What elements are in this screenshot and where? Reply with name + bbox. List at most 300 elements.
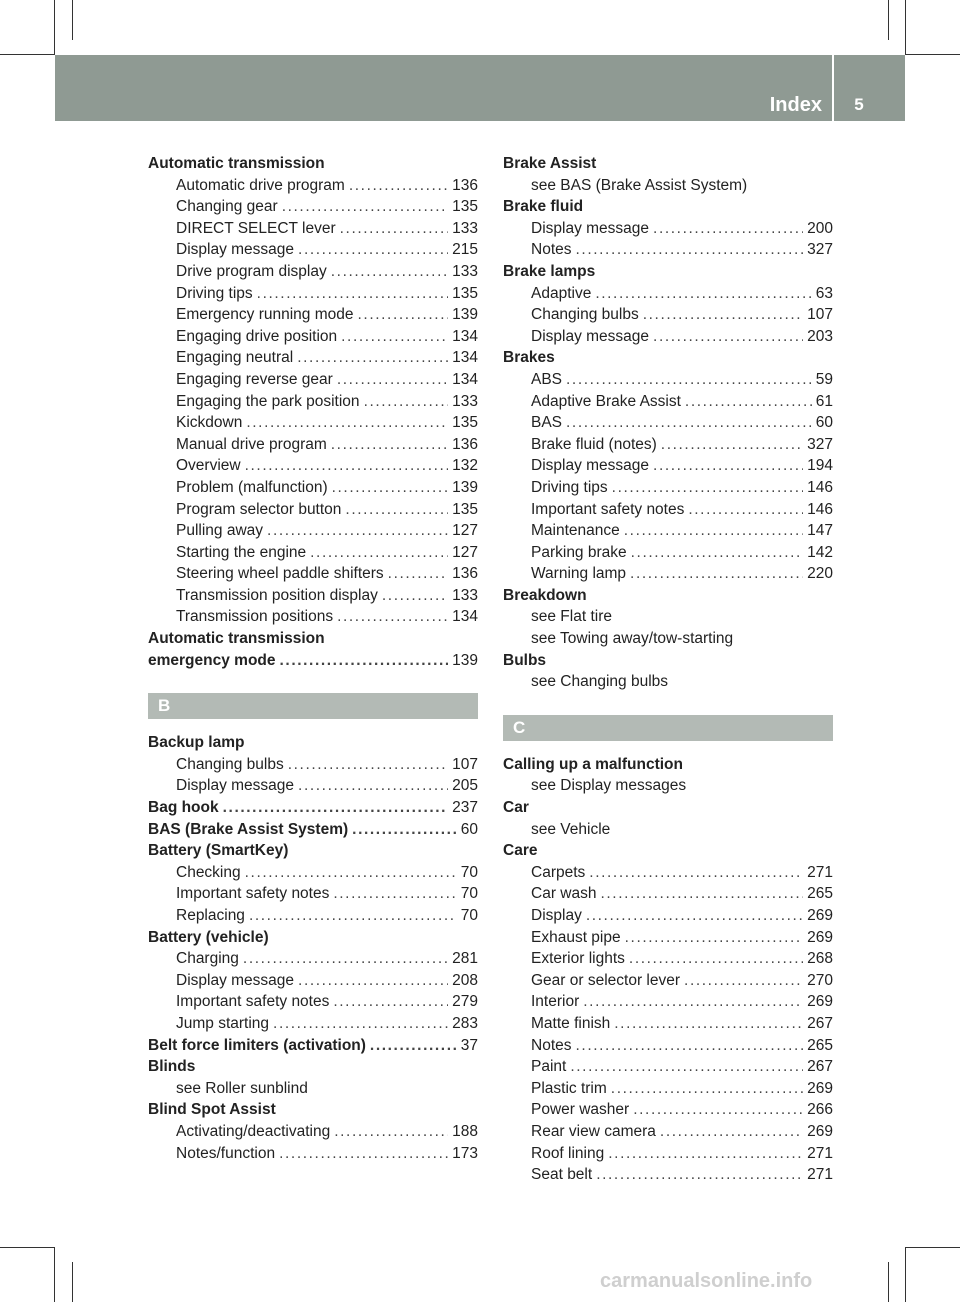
page-reference[interactable]: 142 [807, 543, 833, 561]
crop-mark [905, 1247, 906, 1302]
entry-text: Matte finish [531, 1014, 611, 1032]
entry-text: Plastic trim [531, 1079, 607, 1097]
page-reference[interactable]: 220 [807, 565, 833, 583]
leader-dots [566, 369, 812, 391]
index-subentry[interactable] [148, 477, 478, 499]
entry-text: Manual drive program [176, 435, 327, 453]
page-reference[interactable]: 266 [807, 1101, 833, 1119]
leader-dots [685, 391, 812, 413]
page-reference[interactable]: 146 [807, 500, 833, 518]
index-subentry[interactable] [148, 905, 478, 927]
entry-text: Notes [531, 1036, 572, 1054]
index-subentry[interactable] [148, 970, 478, 992]
page-reference[interactable]: 136 [452, 435, 478, 453]
entry-text: Program selector button [176, 500, 342, 518]
index-subentry[interactable] [503, 991, 833, 1013]
page-reference[interactable]: 70 [460, 885, 478, 903]
entry-text: Engaging the park position [176, 392, 360, 410]
index-subentry [503, 628, 833, 650]
entry-text: Bag hook [148, 799, 219, 817]
index-subentry [503, 671, 833, 693]
page-reference[interactable]: 70 [460, 907, 478, 924]
page-title: Index [769, 94, 822, 116]
leader-dots [345, 499, 448, 521]
entry-text: Engaging drive position [176, 327, 338, 345]
entry-text: Charging [176, 950, 239, 968]
leader-dots [298, 970, 448, 992]
leader-dots [612, 477, 803, 499]
entry-text: Overview [176, 457, 241, 475]
entry-text: Display [531, 907, 582, 924]
page-reference[interactable]: 136 [452, 565, 478, 583]
entry-text: Problem (malfunction) [176, 478, 328, 496]
index-subentry[interactable] [503, 218, 833, 240]
index-heading [148, 628, 478, 650]
entry-text: Bulbs [503, 651, 547, 669]
entry-text: Pulling away [176, 522, 264, 540]
leader-dots [340, 218, 448, 240]
page-reference[interactable]: 70 [460, 863, 478, 881]
index-subentry[interactable] [148, 455, 478, 477]
leader-dots [364, 391, 449, 413]
crop-mark [54, 1247, 55, 1302]
entry-text: Replacing [176, 907, 245, 924]
index-heading[interactable] [148, 1035, 478, 1057]
leader-dots [288, 754, 448, 776]
index-subentry[interactable] [503, 369, 833, 391]
index-subentry[interactable] [503, 412, 833, 434]
entry-text: Brake fluid [503, 198, 584, 216]
page-reference[interactable]: 283 [452, 1014, 478, 1032]
index-subentry[interactable] [503, 927, 833, 949]
page-reference[interactable]: 63 [815, 284, 833, 302]
index-subentry[interactable] [503, 1143, 833, 1165]
index-subentry[interactable] [503, 326, 833, 348]
page-reference[interactable]: 107 [807, 306, 833, 324]
index-subentry[interactable] [148, 520, 478, 542]
index-subentry[interactable] [148, 1143, 478, 1165]
entry-text: Brake fluid (notes) [531, 435, 657, 453]
page-reference[interactable]: 134 [452, 349, 478, 367]
watermark: carmanualsonline.info [600, 1270, 813, 1292]
index-subentry[interactable] [503, 1013, 833, 1035]
index-subentry[interactable] [503, 862, 833, 884]
page-reference[interactable]: 267 [807, 1014, 833, 1032]
index-subentry[interactable] [148, 862, 478, 884]
entry-text: Emergency running mode [176, 306, 354, 324]
entry-text: see Flat tire [531, 608, 612, 626]
page-reference[interactable]: 327 [807, 241, 833, 259]
index-heading [503, 261, 833, 283]
page-reference[interactable]: 127 [452, 522, 478, 540]
crop-mark [0, 1247, 55, 1248]
entry-text: Display message [176, 777, 295, 795]
page-reference[interactable]: 279 [452, 993, 478, 1011]
leader-dots [653, 218, 803, 240]
page-reference[interactable]: 194 [807, 457, 833, 475]
entry-text: Rear view camera [531, 1122, 656, 1140]
index-subentry[interactable] [503, 1056, 833, 1078]
page-reference[interactable]: 269 [807, 1079, 833, 1097]
page-reference[interactable]: 107 [452, 755, 478, 773]
index-subentry[interactable] [148, 304, 478, 326]
index-subentry[interactable] [148, 347, 478, 369]
page-reference[interactable]: 135 [452, 198, 478, 216]
index-subentry[interactable] [503, 883, 833, 905]
page-reference[interactable]: 208 [452, 971, 478, 989]
leader-dots [333, 991, 448, 1013]
leader-dots [625, 927, 804, 949]
leader-dots [334, 1121, 448, 1143]
entry-text: Car [503, 799, 529, 817]
leader-dots [600, 883, 803, 905]
page-reference[interactable]: 139 [452, 306, 478, 324]
index-subentry[interactable] [148, 542, 478, 564]
page-reference[interactable]: 269 [807, 907, 833, 924]
page-reference[interactable]: 37 [460, 1036, 478, 1054]
leader-dots [245, 862, 457, 884]
leader-dots [643, 304, 803, 326]
index-subentry[interactable] [148, 283, 478, 305]
leader-dots [337, 369, 448, 391]
page-reference[interactable]: 268 [807, 950, 833, 968]
entry-text: see BAS (Brake Assist System) [531, 176, 748, 194]
entry-text: Kickdown [176, 414, 243, 432]
entry-text: BAS [531, 414, 563, 432]
page-reference[interactable]: 188 [452, 1122, 478, 1140]
page-reference[interactable]: 271 [807, 1144, 833, 1162]
section-letter: B [148, 693, 478, 719]
page-reference[interactable]: 265 [807, 885, 833, 903]
leader-dots [297, 347, 448, 369]
entry-text: Important safety notes [176, 885, 330, 903]
leader-dots [249, 905, 457, 927]
index-subentry[interactable] [148, 434, 478, 456]
entry-text: Brake Assist [503, 155, 597, 172]
index-subentry[interactable] [148, 883, 478, 905]
index-subentry[interactable] [148, 196, 478, 218]
entry-text: Parking brake [531, 543, 627, 561]
page-reference[interactable]: 173 [452, 1144, 478, 1162]
leader-dots [298, 239, 448, 261]
entry-text: Seat belt [531, 1166, 593, 1184]
entry-text: Notes [531, 241, 572, 259]
entry-text: Battery (vehicle) [148, 928, 269, 946]
leader-dots [280, 650, 449, 672]
leader-dots [589, 862, 803, 884]
entry-text: Display message [176, 971, 295, 989]
index-heading[interactable] [148, 819, 478, 841]
page-reference[interactable]: 135 [452, 414, 478, 432]
index-subentry[interactable] [503, 1099, 833, 1121]
leader-dots [352, 819, 457, 841]
entry-text: Display message [531, 327, 650, 345]
page-reference[interactable]: 281 [452, 950, 478, 968]
index-heading [503, 347, 833, 369]
leader-dots [576, 239, 804, 261]
leader-dots [608, 1143, 803, 1165]
index-column-right [503, 153, 833, 1186]
entry-text: see Roller sunblind [176, 1079, 308, 1097]
index-heading [503, 754, 833, 776]
leader-dots [631, 542, 803, 564]
entry-text: Adaptive Brake Assist [531, 392, 681, 410]
page-reference[interactable]: 134 [452, 327, 478, 345]
page-reference[interactable]: 59 [815, 370, 833, 388]
page-reference[interactable]: 135 [452, 284, 478, 302]
entry-text: Car wash [531, 885, 597, 903]
page-reference[interactable]: 132 [452, 457, 478, 475]
page-reference[interactable]: 139 [452, 651, 478, 669]
entry-text: Driving tips [176, 284, 253, 302]
crop-mark [905, 0, 906, 55]
index-subentry[interactable] [148, 499, 478, 521]
crop-mark [905, 1247, 960, 1248]
entry-text: Checking [176, 863, 241, 881]
leader-dots [633, 1099, 803, 1121]
leader-dots [388, 563, 448, 585]
entry-text: Changing gear [176, 198, 278, 216]
entry-text: Care [503, 842, 538, 860]
entry-text: see Towing away/tow-starting [531, 630, 734, 648]
entry-text: Important safety notes [531, 500, 685, 518]
leader-dots [370, 1035, 457, 1057]
index-subentry[interactable] [148, 175, 478, 197]
leader-dots [614, 1013, 803, 1035]
page-reference[interactable]: 237 [452, 799, 478, 817]
entry-text: Maintenance [531, 522, 620, 540]
leader-dots [246, 412, 448, 434]
index-subentry[interactable] [148, 369, 478, 391]
index-subentry[interactable] [503, 520, 833, 542]
index-subentry[interactable] [148, 412, 478, 434]
page-reference[interactable]: 269 [807, 1122, 833, 1140]
index-subentry[interactable] [148, 585, 478, 607]
leader-dots [223, 797, 449, 819]
page-reference[interactable]: 271 [807, 1166, 833, 1184]
leader-dots [630, 563, 803, 585]
page-reference[interactable]: 60 [815, 414, 833, 432]
entry-text: Changing bulbs [531, 306, 639, 324]
page-reference[interactable]: 215 [452, 241, 478, 259]
entry-text: Engaging neutral [176, 349, 294, 367]
index-subentry[interactable] [148, 391, 478, 413]
index-heading [148, 927, 478, 949]
entry-text: Paint [531, 1058, 567, 1076]
page-reference[interactable]: 61 [815, 392, 833, 410]
index-heading [503, 585, 833, 607]
page-reference[interactable]: 200 [807, 219, 833, 237]
index-subentry[interactable] [503, 948, 833, 970]
leader-dots [310, 542, 448, 564]
page-reference[interactable]: 267 [807, 1058, 833, 1076]
index-heading [503, 196, 833, 218]
index-heading [148, 732, 478, 754]
page-reference[interactable]: 139 [452, 478, 478, 496]
entry-text: Warning lamp [531, 565, 627, 583]
index-subentry[interactable] [503, 283, 833, 305]
index-heading [503, 153, 833, 175]
entry-text: Breakdown [503, 586, 587, 604]
page-reference[interactable]: 146 [807, 478, 833, 496]
leader-dots [245, 455, 449, 477]
leader-dots [611, 1078, 803, 1100]
crop-mark [888, 1262, 889, 1302]
leader-dots [358, 304, 449, 326]
leader-dots [341, 326, 448, 348]
index-subentry[interactable] [503, 239, 833, 261]
leader-dots [282, 196, 448, 218]
page-reference[interactable]: 134 [452, 370, 478, 388]
index-subentry[interactable] [148, 948, 478, 970]
leader-dots [257, 283, 448, 305]
entry-text: Automatic drive program [176, 176, 345, 194]
index-subentry[interactable] [148, 1121, 478, 1143]
index-subentry[interactable] [148, 775, 478, 797]
index-subentry[interactable] [503, 1121, 833, 1143]
index-subentry[interactable] [148, 563, 478, 585]
entry-text: Exterior lights [531, 950, 625, 968]
header-divider [832, 55, 834, 121]
index-subentry[interactable] [503, 477, 833, 499]
index-heading [148, 840, 478, 862]
leader-dots [267, 520, 448, 542]
entry-text: Blinds [148, 1058, 196, 1076]
leader-dots [624, 520, 803, 542]
entry-text: see Changing bulbs [531, 673, 669, 691]
leader-dots [566, 412, 812, 434]
page-reference[interactable]: 133 [452, 219, 478, 237]
index-subentry [503, 775, 833, 797]
page-reference[interactable]: 136 [452, 176, 478, 194]
page-reference[interactable]: 134 [452, 608, 478, 626]
section-letter: C [503, 715, 833, 741]
leader-dots [660, 1121, 803, 1143]
page-reference[interactable]: 133 [452, 262, 478, 280]
entry-text: Starting the engine [176, 543, 307, 561]
entry-text: Carpets [531, 863, 586, 881]
page-reference[interactable]: 60 [460, 820, 478, 838]
page-reference[interactable]: 205 [452, 777, 478, 795]
entry-text: Display message [176, 241, 295, 259]
index-subentry[interactable] [503, 455, 833, 477]
entry-text: Automatic transmission [148, 155, 325, 172]
leader-dots [629, 948, 803, 970]
index-heading [148, 1099, 478, 1121]
leader-dots [653, 455, 803, 477]
page-reference[interactable]: 271 [807, 863, 833, 881]
entry-text: Backup lamp [148, 734, 245, 752]
entry-text: Notes/function [176, 1144, 276, 1162]
index-heading [148, 153, 478, 175]
entry-text: Automatic transmission [148, 630, 325, 648]
page-reference[interactable]: 269 [807, 993, 833, 1011]
page-reference[interactable]: 270 [807, 971, 833, 989]
crop-mark [905, 54, 960, 55]
index-subentry[interactable] [503, 1078, 833, 1100]
entry-text: Belt force limiters (activation) [148, 1036, 366, 1054]
crop-mark [72, 0, 73, 40]
index-subentry[interactable] [503, 905, 833, 927]
entry-text: ABS [531, 370, 563, 388]
leader-dots [596, 1164, 803, 1186]
leader-dots [331, 434, 448, 456]
index-subentry[interactable] [503, 391, 833, 413]
index-heading [503, 650, 833, 672]
entry-text: see Vehicle [531, 820, 611, 838]
index-subentry[interactable] [503, 499, 833, 521]
leader-dots [570, 1056, 803, 1078]
index-subentry[interactable] [503, 304, 833, 326]
index-subentry[interactable] [148, 606, 478, 628]
entry-text: Driving tips [531, 478, 608, 496]
entry-text: Brakes [503, 349, 555, 367]
leader-dots [337, 606, 448, 628]
page-reference[interactable]: 147 [807, 522, 833, 540]
page-reference[interactable]: 133 [452, 586, 478, 604]
entry-text: Gear or selector lever [531, 971, 681, 989]
index-subentry[interactable] [503, 1164, 833, 1186]
page-reference[interactable]: 133 [452, 392, 478, 410]
index-heading[interactable] [148, 797, 478, 819]
leader-dots [382, 585, 448, 607]
index-subentry[interactable] [148, 754, 478, 776]
index-heading[interactable] [148, 650, 478, 672]
index-subentry [148, 1078, 478, 1100]
index-subentry[interactable] [148, 326, 478, 348]
index-subentry[interactable] [503, 563, 833, 585]
index-subentry[interactable] [503, 434, 833, 456]
page-reference[interactable]: 135 [452, 500, 478, 518]
leader-dots [576, 1035, 804, 1057]
entry-text: Exhaust pipe [531, 928, 621, 946]
entry-text: Steering wheel paddle shifters [176, 565, 384, 583]
index-heading [503, 840, 833, 862]
index-subentry[interactable] [503, 542, 833, 564]
entry-text: Transmission positions [176, 608, 334, 626]
entry-text: Battery (SmartKey) [148, 842, 289, 860]
page-reference[interactable]: 327 [807, 435, 833, 453]
index-subentry[interactable] [503, 970, 833, 992]
entry-text: Jump starting [176, 1014, 270, 1032]
index-subentry[interactable] [148, 239, 478, 261]
page-reference[interactable]: 203 [807, 327, 833, 345]
crop-mark [0, 54, 55, 55]
page-reference[interactable]: 127 [452, 543, 478, 561]
page-reference[interactable]: 269 [807, 928, 833, 946]
leader-dots [298, 775, 448, 797]
index-column-left [148, 153, 478, 1164]
leader-dots [279, 1143, 448, 1165]
index-subentry [503, 819, 833, 841]
crop-mark [72, 1262, 73, 1302]
index-subentry[interactable] [148, 261, 478, 283]
index-subentry[interactable] [503, 1035, 833, 1057]
index-subentry [503, 606, 833, 628]
leader-dots [243, 948, 448, 970]
entry-text: Interior [531, 993, 580, 1011]
index-subentry[interactable] [148, 991, 478, 1013]
index-subentry[interactable] [148, 1013, 478, 1035]
entry-text: Transmission position display [176, 586, 378, 604]
page-number: 5 [854, 95, 864, 114]
index-subentry[interactable] [148, 218, 478, 240]
page-reference[interactable]: 265 [807, 1036, 833, 1054]
entry-text: Drive program display [176, 262, 327, 280]
entry-text: BAS (Brake Assist System) [148, 820, 349, 838]
leader-dots [661, 434, 803, 456]
entry-text: Adaptive [531, 284, 592, 302]
